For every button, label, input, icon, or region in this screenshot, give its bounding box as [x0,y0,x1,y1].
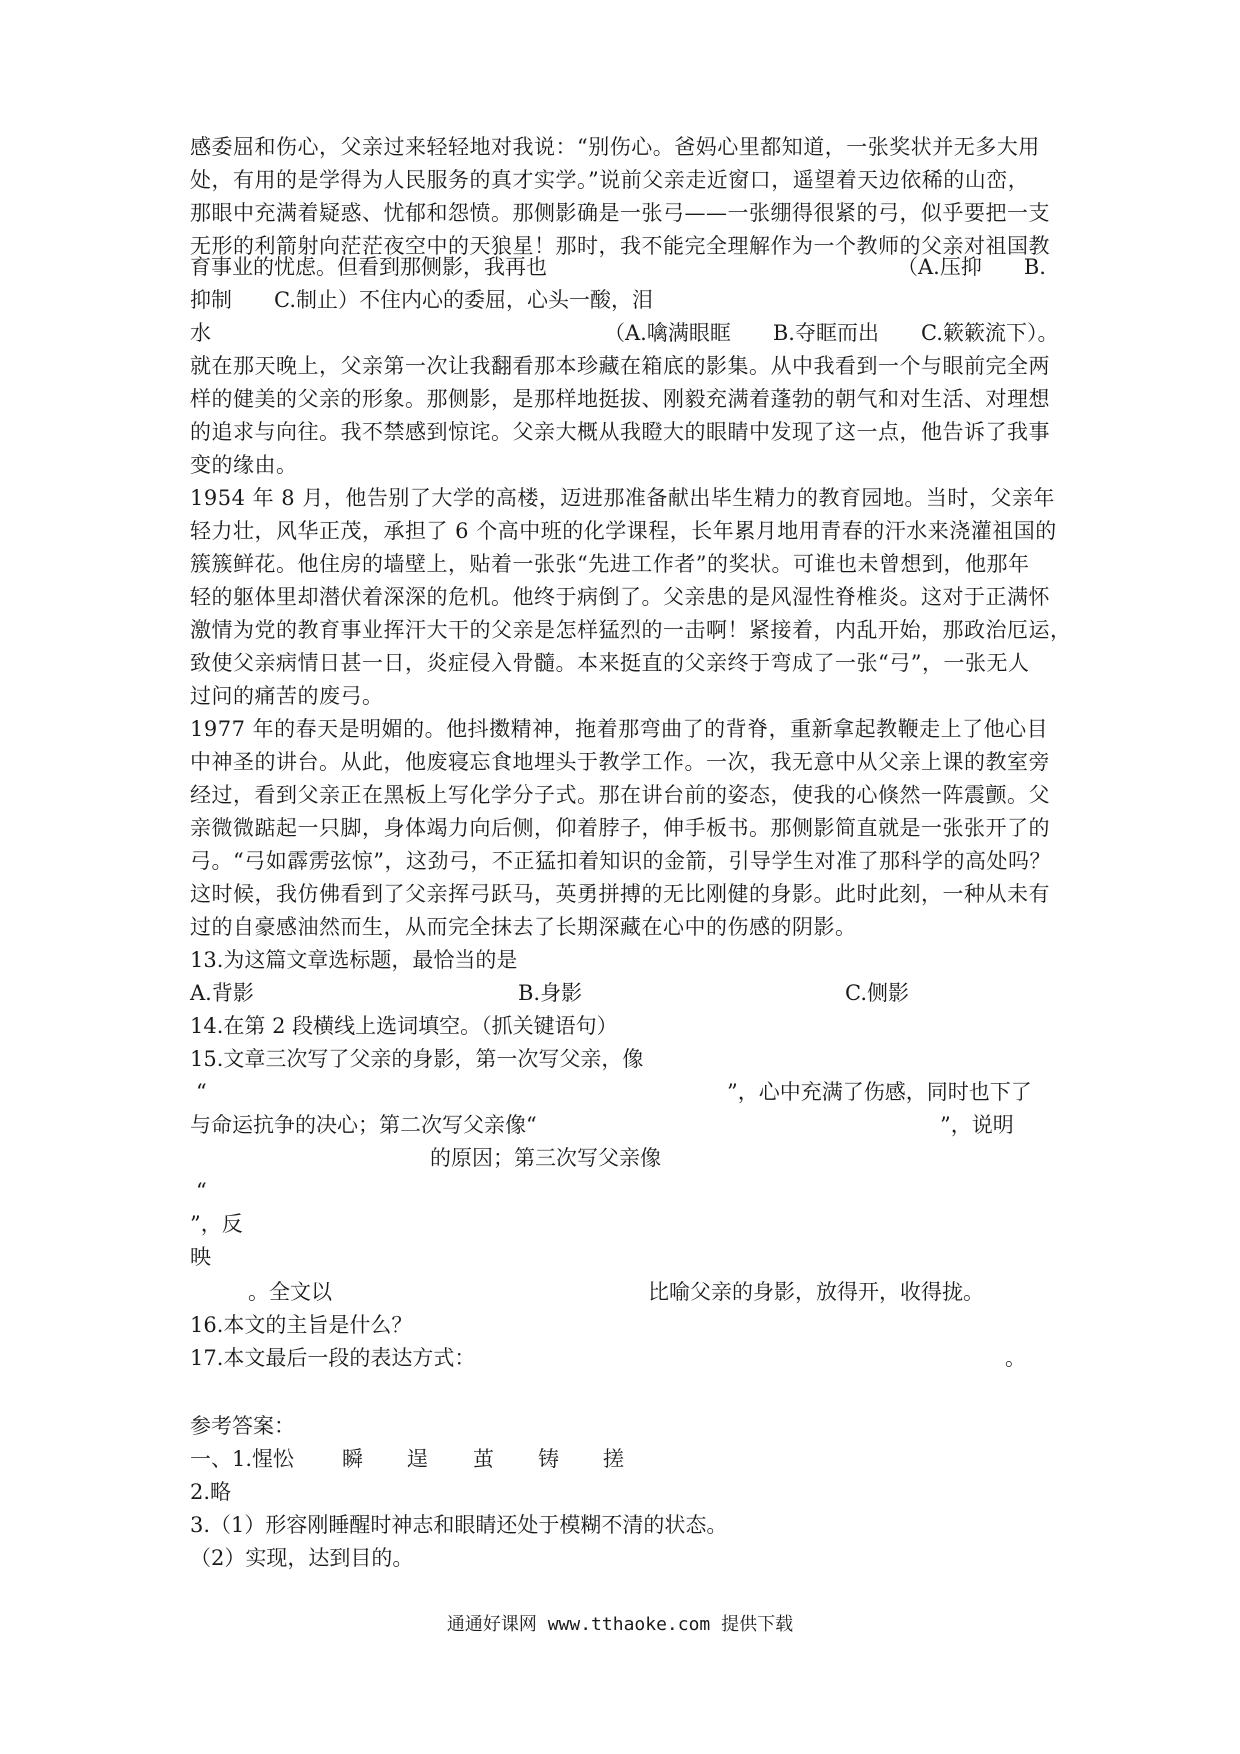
text-line: 就在那天晚上，父亲第一次让我翻看那本珍藏在箱底的影集。从中我看到一个与眼前完全两 [190,354,1050,378]
text-line: 1977 年的春天是明媚的。他抖擞精神，拖着那弯曲了的背脊，重新拿起教鞭走上了他心目 [190,717,1049,741]
text-line: 那眼中充满着疑惑、忧郁和怨愤。那侧影确是一张弓——一张绷得很紧的弓，似乎要把一支 [190,201,1050,225]
answer-1-label: 一、1.惺忪 [190,1447,295,1471]
choice-options: （A.压抑 B. [897,255,1046,279]
text-line: 激情为党的教育事业挥汗大干的父亲是怎样猛烈的一击啊！紧接着，内乱开始，那政治厄运， [190,618,1072,642]
choice-options: （A.噙满眼眶 B.夺眶而出 C.簌簌流下）。 [604,321,1059,345]
text-line: 抑制 C.制止）不住内心的委屈，心头一酸，泪 [190,288,653,312]
question-16: 16.本文的主旨是什么？ [190,1313,413,1337]
text-line: 无形的利箭射向茫茫夜空中的天狼星！那时，我不能完全理解作为一个教师的父亲对祖国教 [190,234,1050,258]
answer-3-1: 3.（1）形容刚睡醒时神志和眼睛还处于模糊不清的状态。 [190,1513,728,1537]
text-line: 与命运抗争的决心；第二次写父亲像“ [190,1113,537,1137]
text-line: 经过，看到父亲正在黑板上写化学分子式。那在讲台前的姿态，使我的心倏然一阵震颤。父 [190,783,1050,807]
text-line: 映 [190,1245,211,1269]
question-15: 15.文章三次写了父亲的身影，第一次写父亲，像 [190,1047,644,1071]
answer-word: 茧 [473,1447,494,1471]
text-line: 的追求与向往。我不禁感到惊诧。父亲大概从我瞪大的眼睛中发现了这一点，他告诉了我事 [190,420,1050,444]
text-line: 过的自豪感油然而生，从而完全抹去了长期深藏在心中的伤感的阴影。 [190,915,857,939]
answer-2: 2.略 [190,1480,232,1504]
answer-word: 瞬 [342,1447,363,1471]
text-line: 的原因；第三次写父亲像 [430,1146,661,1170]
text-line: 这时候，我仿佛看到了父亲挥弓跃马，英勇拼搏的无比刚健的身影。此时此刻，一种从未有 [190,882,1050,906]
answer-3-2: （2）实现，达到目的。 [190,1546,414,1570]
text-line: 样的健美的父亲的形象。那侧影，是那样地挺拔、刚毅充满着蓬勃的朝气和对生活、对理想 [190,387,1050,411]
text-line: 亲微微踮起一只脚，身体竭力向后侧，仰着脖子，伸手板书。那侧影简直就是一张张开了的 [190,816,1050,840]
quote-mark: “ [196,1080,207,1104]
text-line: ”，反 [190,1212,243,1236]
page-footer: 通通好课网 www.tthaoke.com 提供下载 [446,1614,794,1635]
answer-word: 搓 [603,1447,624,1471]
text-line: 育事业的忧虑。但看到那侧影，我再也 [190,255,547,279]
text-line: 轻的躯体里却潜伏着深深的危机。他终于病倒了。父亲患的是风湿性脊椎炎。这对于正满怀 [190,585,1050,609]
option-c: C.侧影 [845,981,909,1005]
question-14: 14.在第 2 段横线上选词填空。（抓关键语句） [190,1014,618,1038]
text-line: 弓。“弓如霹雳弦惊”，这劲弓，不正猛扣着知识的金箭，引导学生对准了那科学的高处吗？ [190,849,1051,873]
text-line: 变的缘由。 [190,453,298,477]
text-line: 水 [190,321,211,345]
text-line: 簇簇鲜花。他住房的墙壁上，贴着一张张“先进工作者”的奖状。可谁也未曾想到，他那年 [190,552,1030,576]
option-a: A.背影 [190,981,254,1005]
answer-word: 铸 [538,1447,559,1471]
question-17: 17.本文最后一段的表达方式： [190,1346,476,1370]
text-line: 感委屈和伤心，父亲过来轻轻地对我说：“别伤心。爸妈心里都知道，一张奖状并无多大用 [190,135,1040,159]
question-13: 13.为这篇文章选标题，最恰当的是 [190,948,518,972]
text-line: 处，有用的是学得为人民服务的真才实学。”说前父亲走近窗口，遥望着天边依稀的山峦， [190,168,1030,192]
text-line: 轻力壮，风华正茂，承担了 6 个高中班的化学课程，长年累月地用青春的汗水来浇灌祖国的 [190,519,1057,543]
text-line: 致使父亲病情日甚一日，炎症侵入骨髓。本来挺直的父亲终于弯成了一张“弓”，一张无人 [190,651,1030,675]
answers-title: 参考答案： [190,1414,295,1438]
text-line: 过问的痛苦的废弓。 [190,684,384,708]
option-b: B.身影 [518,981,583,1005]
text-line: 中神圣的讲台。从此，他废寝忘食地埋头于教学工作。一次，我无意中从父亲上课的教室旁 [190,750,1050,774]
text-line: 。全文以 [248,1280,332,1304]
quote-mark: “ [196,1179,207,1203]
text-line: 比喻父亲的身影，放得开，收得拢。 [648,1280,984,1304]
answer-word: 逞 [407,1447,428,1471]
text-line: 。 [1005,1346,1026,1370]
text-line: ”，说明 [940,1113,1014,1137]
text-line: ”，心中充满了伤感，同时也下了 [727,1080,1032,1104]
text-line: 1954 年 8 月，他告别了大学的高楼，迈进那准备献出毕生精力的教育园地。当时，父亲年 [190,486,1055,510]
